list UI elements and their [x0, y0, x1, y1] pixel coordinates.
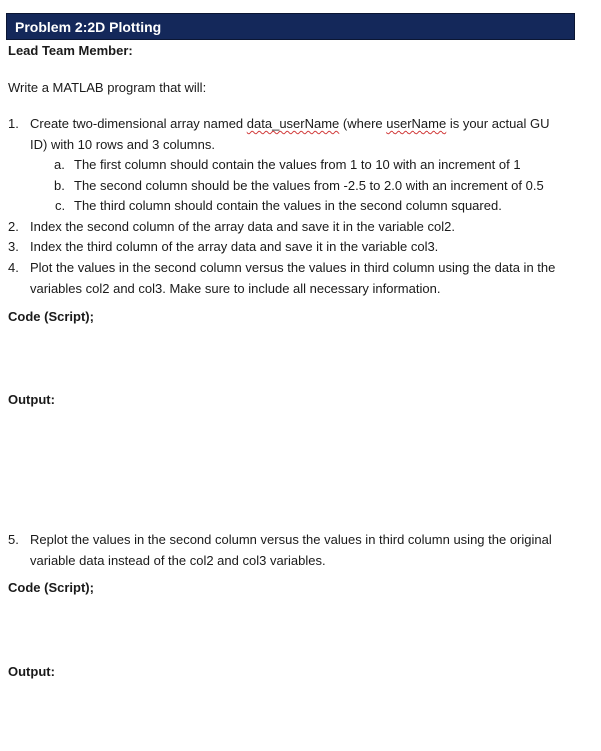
item-5-number: 5. [8, 532, 19, 547]
item-4-line-1: Plot the values in the second column versus the values in third column using the data in the [30, 260, 556, 275]
subitem-a-letter: a. [54, 157, 65, 172]
item-1-username: userName [386, 116, 447, 131]
item-1-number: 1. [8, 116, 19, 131]
item-1-text-pre: Create two-dimensional array named [30, 116, 247, 131]
code-script-label-2: Code (Script); [8, 580, 94, 595]
item-4-number: 4. [8, 260, 19, 275]
item-5-line-2: variable data instead of the col2 and col3 variables. [30, 553, 326, 568]
item-3-text: Index the third column of the array data and save it in the variable col3. [30, 239, 439, 254]
subitem-c-text: The third column should contain the values in the second column squared. [74, 198, 502, 213]
item-3-number: 3. [8, 239, 19, 254]
item-4-line-2: variables col2 and col3. Make sure to include all necessary information. [30, 281, 441, 296]
item-2-number: 2. [8, 219, 19, 234]
subitem-a-text: The first column should contain the values from 1 to 10 with an increment of 1 [74, 157, 521, 172]
subitem-b-letter: b. [54, 178, 65, 193]
item-2-text: Index the second column of the array data and save it in the variable col2. [30, 219, 455, 234]
item-1-line-1 [30, 115, 550, 133]
item-1-text-mid: (where [339, 116, 387, 131]
item-5-line-1: Replot the values in the second column versus the values in third column using the original [30, 532, 552, 547]
item-1-line-2: ID) with 10 rows and 3 columns. [30, 137, 215, 152]
item-1-text-post: is your actual GU [446, 116, 550, 131]
code-script-label-1: Code (Script); [8, 309, 94, 324]
item-1-variable-name: data_userName [246, 116, 340, 131]
subitem-b-text: The second column should be the values from -2.5 to 2.0 with an increment of 0.5 [74, 178, 544, 193]
problem-title-bar: Problem 2:2D Plotting [6, 13, 575, 40]
output-label-2: Output: [8, 664, 55, 679]
intro-text: Write a MATLAB program that will: [8, 80, 207, 95]
lead-team-member-label: Lead Team Member: [8, 43, 133, 58]
subitem-c-letter: c. [55, 198, 66, 213]
output-label-1: Output: [8, 392, 55, 407]
